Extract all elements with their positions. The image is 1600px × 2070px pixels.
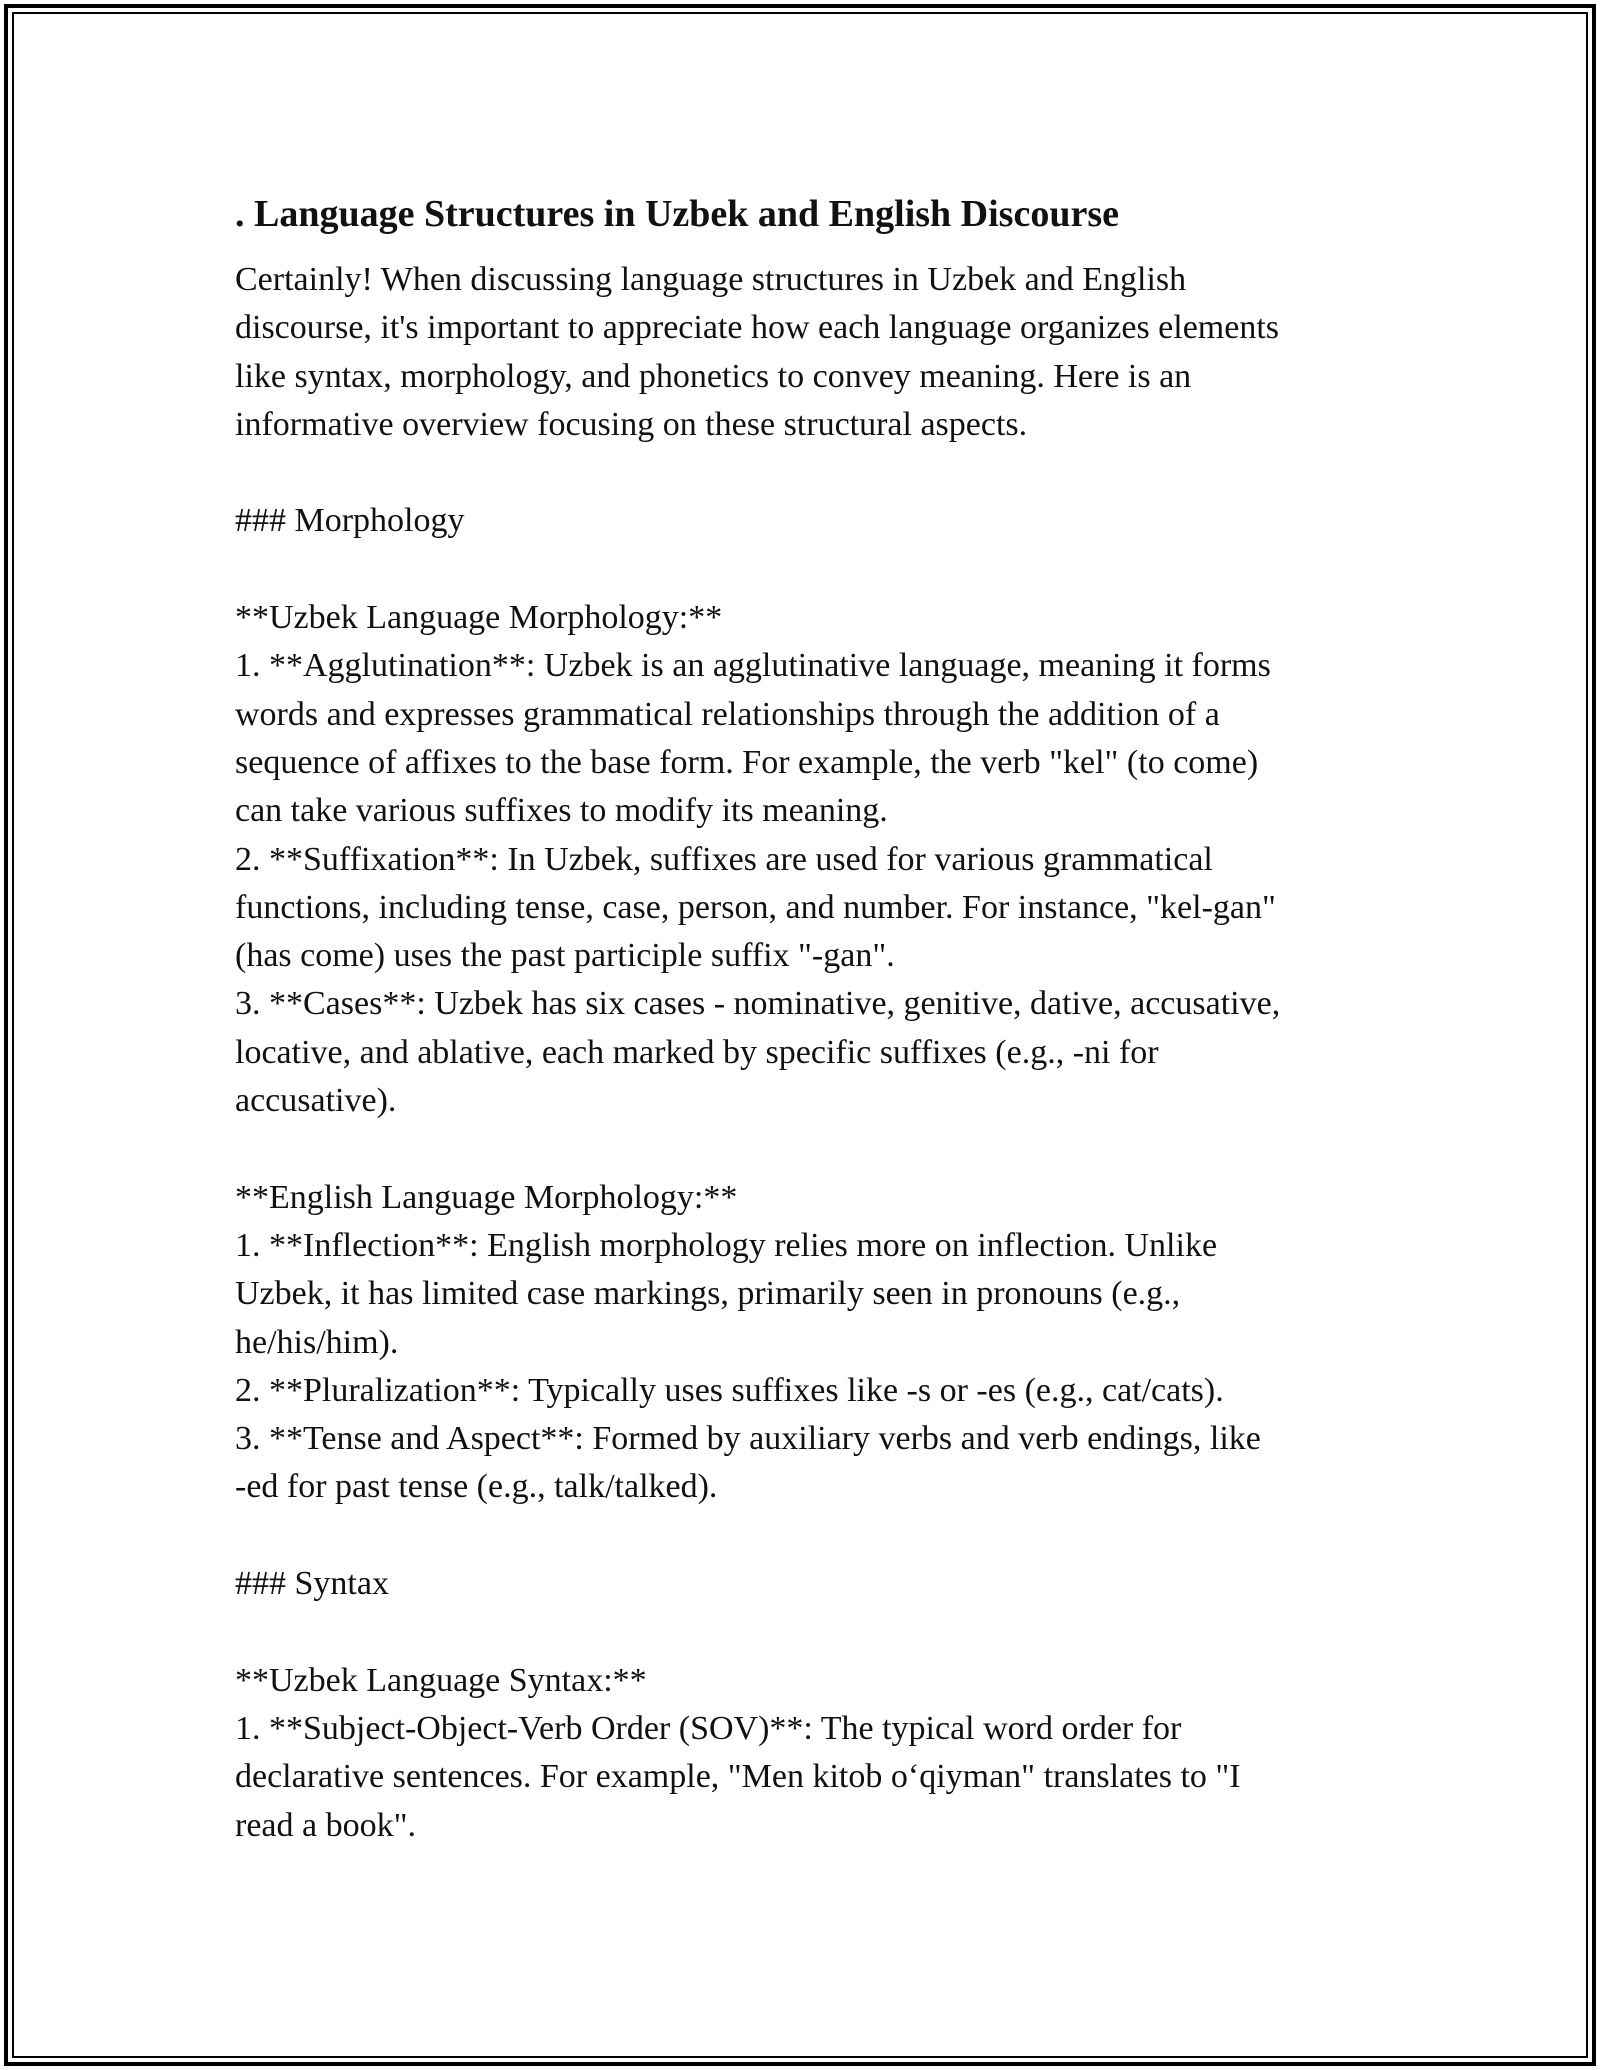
text-line: locative, and ablative, each marked by specific suffixes (e.g., -ni for xyxy=(235,1033,1159,1071)
text-line: 1. **Agglutination**: Uzbek is an agglutinative language, meaning it forms xyxy=(235,647,1271,685)
blank-line xyxy=(235,1608,1370,1656)
text-line: 2. **Suffixation**: In Uzbek, suffixes are used for various grammatical xyxy=(235,840,1213,878)
subsection-heading: **Uzbek Language Morphology:** xyxy=(235,599,723,637)
text-line: discourse, it's important to appreciate how each language organizes elements xyxy=(235,309,1280,347)
text-line: words and expresses grammatical relationships through the addition of a xyxy=(235,695,1220,733)
document-title: . Language Structures in Uzbek and English Discourse xyxy=(235,193,1119,235)
text-line: can take various suffixes to modify its meaning. xyxy=(235,792,888,830)
uzbek-syntax-section xyxy=(235,1657,1370,1850)
english-morphology-section xyxy=(235,1174,1370,1512)
text-line: functions, including tense, case, person, and number. For instance, "kel-gan" xyxy=(235,888,1276,926)
blank-line xyxy=(235,449,1370,497)
text-line: 2. **Pluralization**: Typically uses suffixes like -s or -es (e.g., cat/cats). xyxy=(235,1371,1224,1409)
text-line: like syntax, morphology, and phonetics to convey meaning. Here is an xyxy=(235,357,1192,395)
text-line: sequence of affixes to the base form. For example, the verb "kel" (to come) xyxy=(235,743,1259,781)
blank-line xyxy=(235,1512,1370,1560)
text-line: Uzbek, it has limited case markings, primarily seen in pronouns (e.g., xyxy=(235,1275,1181,1313)
text-line: 1. **Inflection**: English morphology relies more on inflection. Unlike xyxy=(235,1226,1218,1264)
blank-line xyxy=(235,546,1370,594)
blank-line xyxy=(235,1125,1370,1173)
text-line: 1. **Subject-Object-Verb Order (SOV)**: The typical word order for xyxy=(235,1709,1182,1747)
text-line: 3. **Tense and Aspect**: Formed by auxiliary verbs and verb endings, like xyxy=(235,1420,1261,1458)
text-line: he/his/him). xyxy=(235,1323,399,1361)
text-line: 3. **Cases**: Uzbek has six cases - nominative, genitive, dative, accusative, xyxy=(235,985,1281,1023)
uzbek-morphology-section xyxy=(235,594,1370,1125)
text-line: declarative sentences. For example, "Men kitob o‘qiyman" translates to "I xyxy=(235,1758,1241,1796)
section-heading-syntax: ### Syntax xyxy=(235,1565,389,1603)
text-line: accusative). xyxy=(235,1082,397,1120)
text-line: read a book". xyxy=(235,1806,416,1844)
text-line: (has come) uses the past participle suffix "-gan". xyxy=(235,937,895,975)
intro-paragraph xyxy=(235,256,1370,449)
text-line: Certainly! When discussing language structures in Uzbek and English xyxy=(235,261,1187,298)
subsection-heading: **Uzbek Language Syntax:** xyxy=(235,1661,647,1699)
subsection-heading: **English Language Morphology:** xyxy=(235,1178,738,1216)
text-line: informative overview focusing on these structural aspects. xyxy=(235,405,1028,443)
text-line: -ed for past tense (e.g., talk/talked). xyxy=(235,1468,718,1506)
section-heading-morphology: ### Morphology xyxy=(235,502,465,540)
document-body xyxy=(235,188,1370,1850)
